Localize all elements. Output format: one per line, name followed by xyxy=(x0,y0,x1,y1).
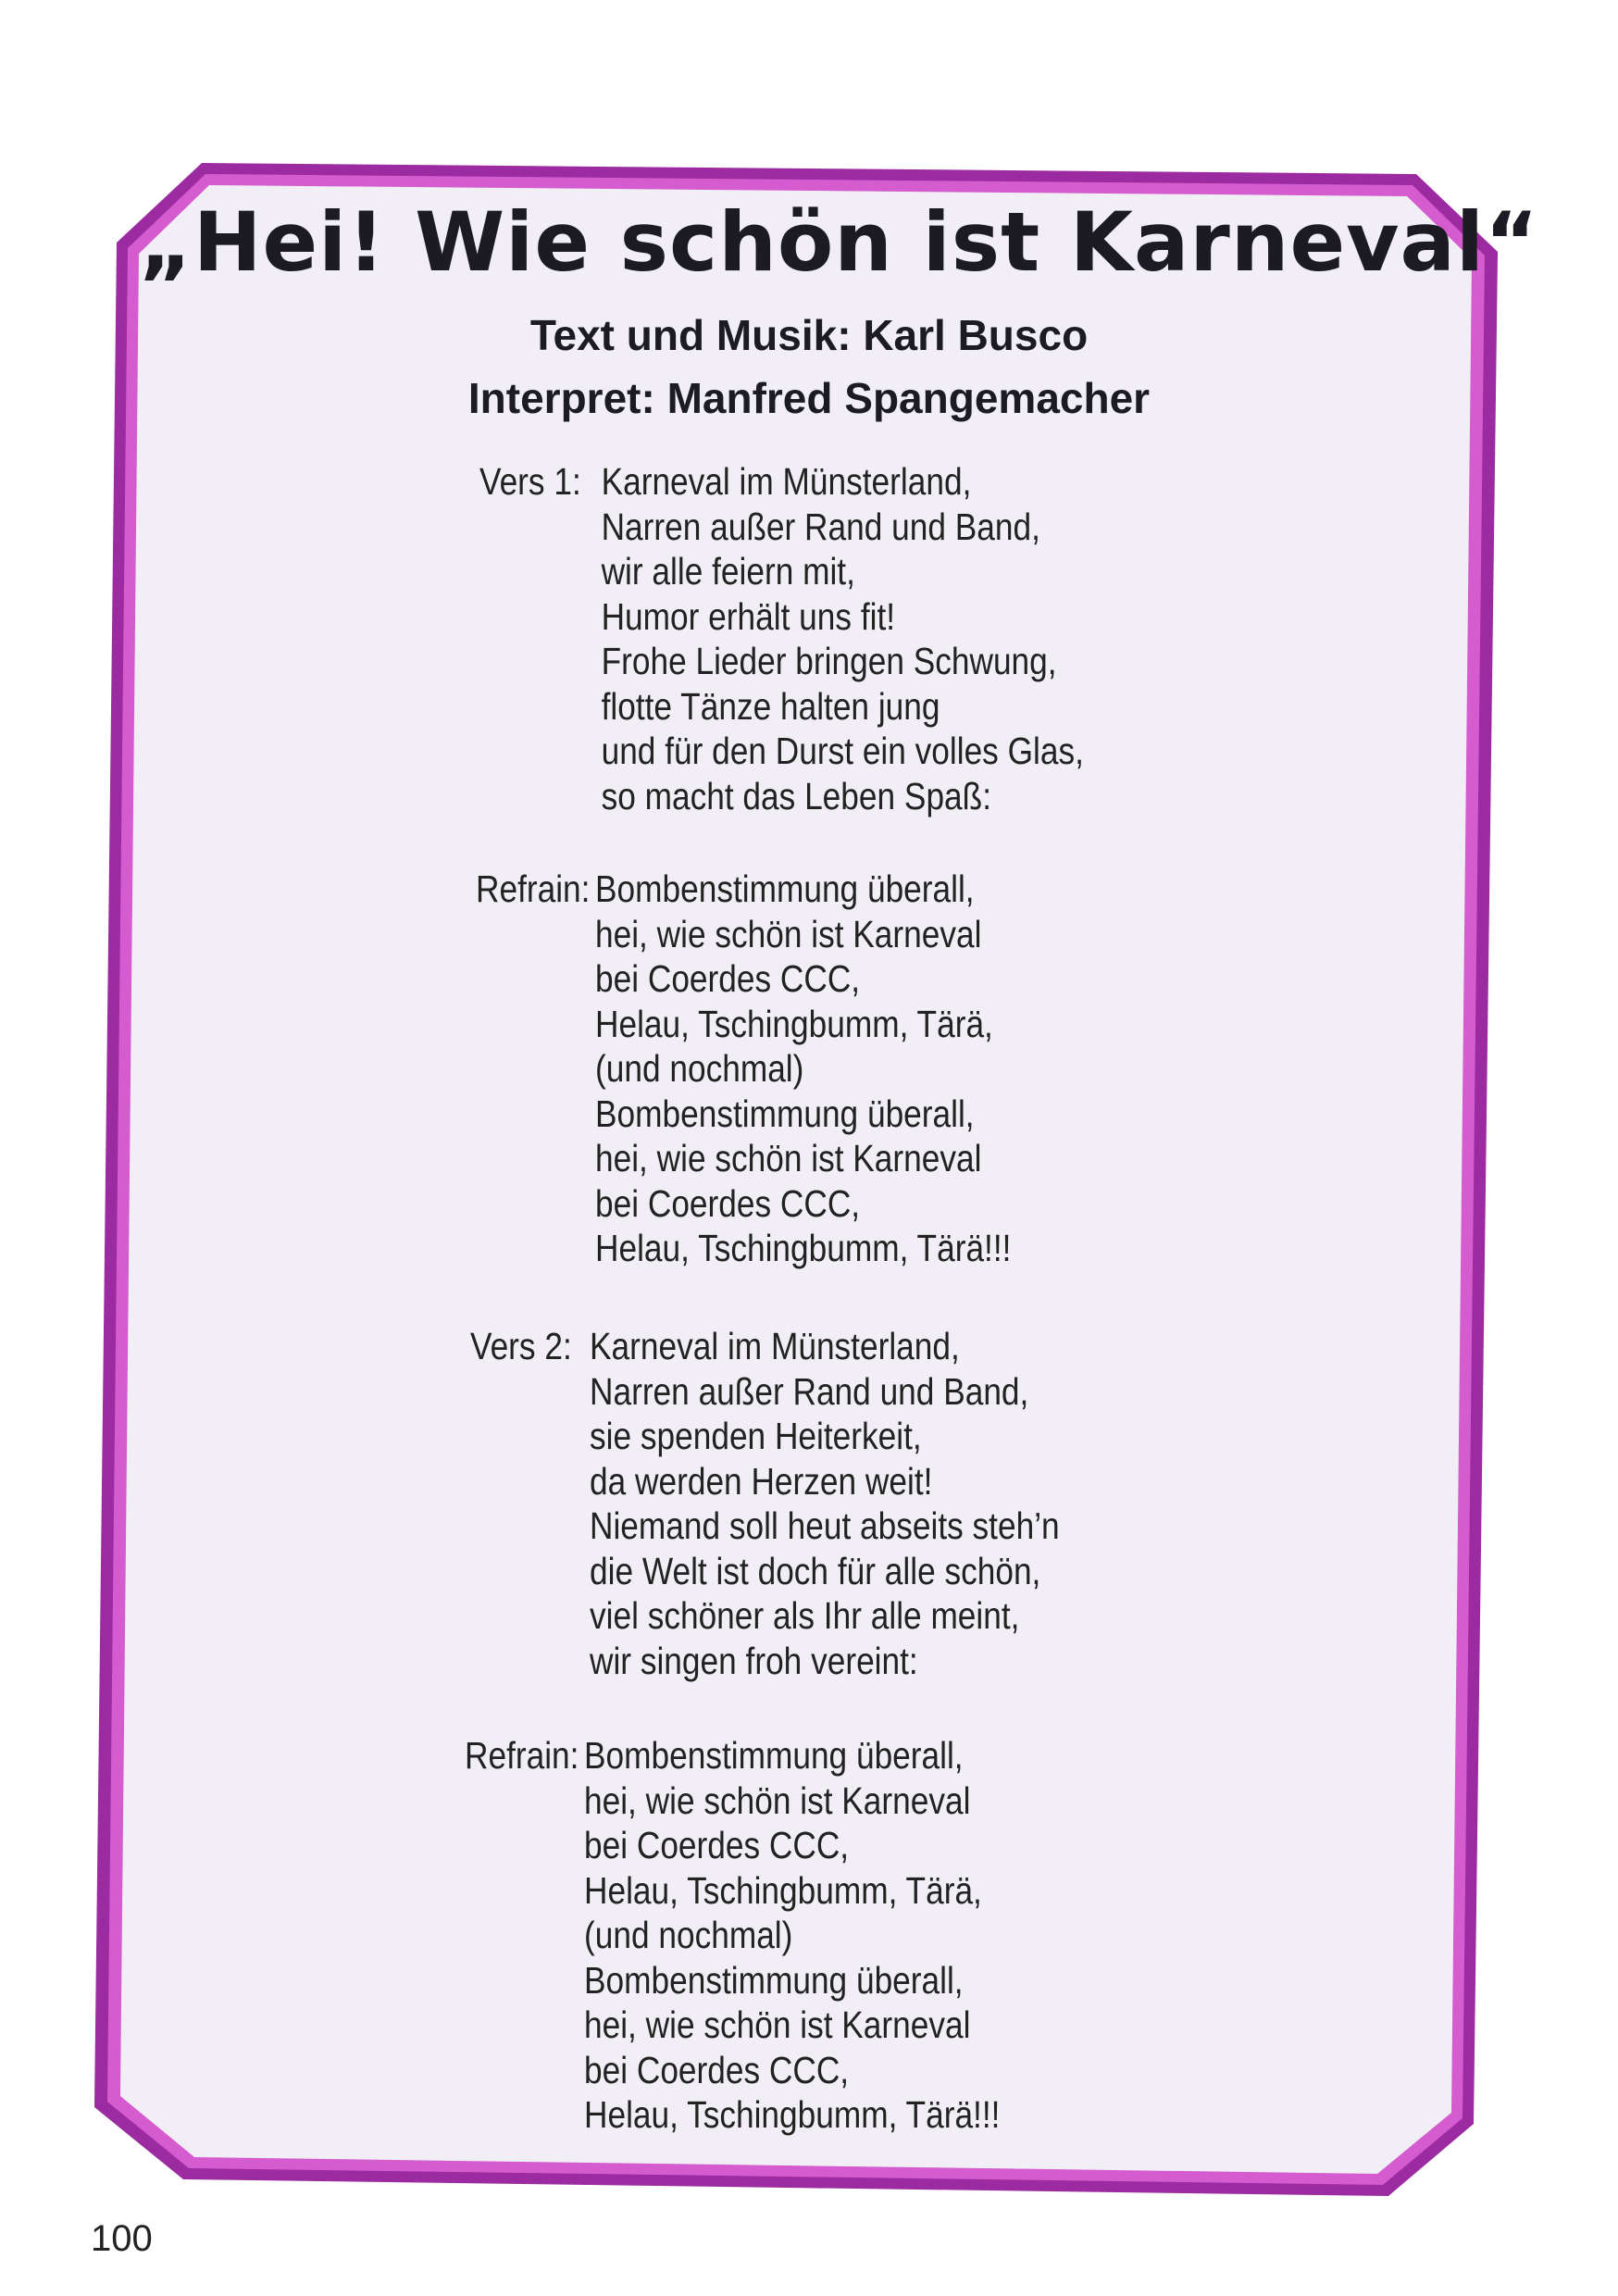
lyric-line: Helau, Tschingbumm, Tärä!!! xyxy=(584,2093,1001,2136)
lyric-line: Helau, Tschingbumm, Tärä!!! xyxy=(595,1227,1012,1269)
lyric-line: Narren außer Rand und Band, xyxy=(601,505,1040,548)
lyric-line: Humor erhält uns fit! xyxy=(601,594,896,638)
lyric-line: flotte Tänze halten jung xyxy=(601,684,940,728)
song-performer: Interpret: Manfred Spangemacher xyxy=(467,374,1151,422)
lyric-line: Frohe Lieder bringen Schwung, xyxy=(601,640,1057,682)
lyric-line: Karneval im Münsterland, xyxy=(601,460,972,503)
lyric-line: wir alle feiern mit, xyxy=(601,550,855,593)
stanza-lines xyxy=(595,867,1011,1271)
stanza-lines xyxy=(602,459,1084,818)
lyric-line: und für den Durst ein volles Glas, xyxy=(601,730,1084,772)
song-title: „Hei! Wie schön ist Karneval“ xyxy=(139,194,1539,290)
lyric-line: Bombenstimmung überall, xyxy=(595,867,975,910)
lyric-line: bei Coerdes CCC, xyxy=(595,1181,861,1225)
lyric-line: (und nochmal) xyxy=(584,1914,793,1956)
lyric-line: Bombenstimmung überall, xyxy=(584,1734,964,1777)
song-credits: Text und Musik: Karl Busco xyxy=(529,311,1089,359)
lyric-line: so macht das Leben Spaß: xyxy=(601,774,992,817)
stanza-label: Refrain: xyxy=(476,867,591,910)
stanza-label: Vers 1: xyxy=(479,460,581,503)
stanza-label: Refrain: xyxy=(465,1734,579,1777)
stanza-label: Vers 2: xyxy=(470,1325,572,1367)
lyric-line: hei, wie schön ist Karneval xyxy=(584,1778,971,1822)
stanza-lines xyxy=(590,1324,1060,1683)
lyric-line: Bombenstimmung überall, xyxy=(584,1958,964,2002)
lyric-line: hei, wie schön ist Karneval xyxy=(595,1137,982,1179)
lyric-line: Bombenstimmung überall, xyxy=(595,1092,975,1135)
page-number: 100 xyxy=(91,2218,153,2259)
lyric-line: hei, wie schön ist Karneval xyxy=(595,912,982,955)
lyric-line: bei Coerdes CCC, xyxy=(584,1824,850,1866)
lyric-line: sie spenden Heiterkeit, xyxy=(590,1415,922,1457)
lyric-line: hei, wie schön ist Karneval xyxy=(584,2003,971,2046)
lyric-line: Helau, Tschingbumm, Tärä, xyxy=(584,1868,982,1912)
lyric-line: wir singen froh vereint: xyxy=(590,1639,918,1682)
lyric-line: bei Coerdes CCC, xyxy=(595,957,861,1000)
lyric-line: Helau, Tschingbumm, Tärä, xyxy=(595,1002,993,1045)
lyric-line: (und nochmal) xyxy=(595,1047,804,1090)
lyric-line: Narren außer Rand und Band, xyxy=(590,1369,1029,1413)
lyric-line: Karneval im Münsterland, xyxy=(590,1325,960,1367)
lyric-line: bei Coerdes CCC, xyxy=(584,2048,850,2091)
lyric-line: da werden Herzen weit! xyxy=(590,1459,933,1503)
lyric-line: viel schöner als Ihr alle meint, xyxy=(590,1594,1020,1637)
lyric-line: Niemand soll heut abseits steh’n xyxy=(590,1504,1060,1547)
stanza-lines xyxy=(584,1733,1000,2138)
lyric-line: die Welt ist doch für alle schön, xyxy=(590,1549,1041,1592)
